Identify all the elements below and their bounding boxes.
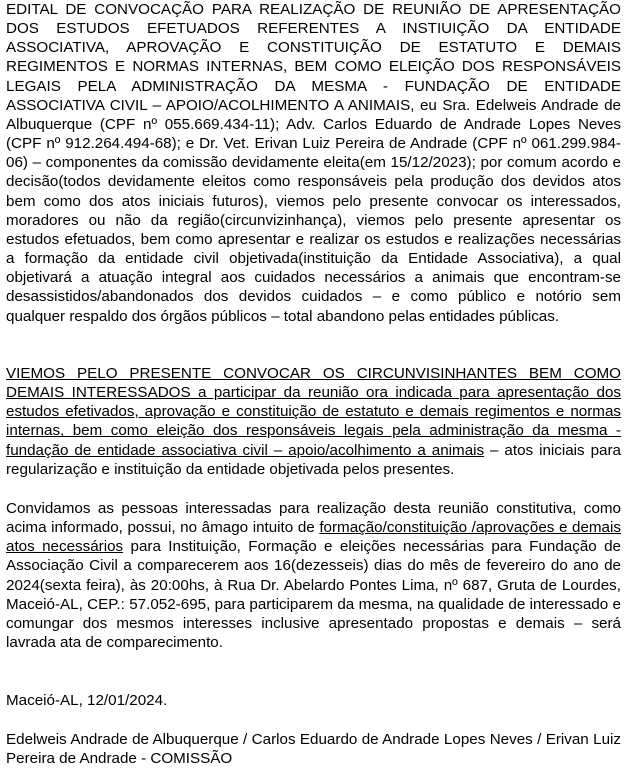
call-rest-text: – atos iniciais para regularização e instituição da entidade objetivada pelos presentes. bbox=[6, 441, 621, 478]
invitation-underlined-text: formação/constituição /aprovações e demais atos necessários bbox=[6, 519, 621, 556]
convocation-paragraph: EDITAL DE CONVOCAÇÃO PARA REALIZAÇÃO DE REUNIÃO DE APRESENTAÇÃO DOS ESTUDOS EFETUADOS REFERENTES A INSTIUIÇÃO DA ENTIDADE ASSOCIATIVA, APROVAÇÃO E CONSTITUIÇÃO DE ESTATUTO E DEMAIS REGIMENTOS E NORMAS INTERNAS, BEM COMO ELEIÇÃO DOS RESPONSÁVEIS LEGAIS PELA ADMINISTRAÇÃO DA MESMA - FUNDAÇÃO DE ENTIDADE ASSOCIATIVA CIVIL – APOIO/ACOLHIMENTO A ANIMAIS, eu Sra. Edelweis Andrade de Albuquerque (CPF nº 055.669.434-11); Adv. Carlos Eduardo de Andrade Lopes Neves (CPF nº 912.264.494-68); e Dr. Vet. Erivan Luiz Pereira de Andrade (CPF nº 061.299.984-06) – componentes da comissão devidamente eleita(em 15/12/2023); por comum acordo e decisão(todos devidamente eleitos como responsáveis pela produção dos devidos atos bem como dos atos iniciais futuros), viemos pelo presente convocar os interessados, moradores ou não da região(circunvizinhança), viemos pelo presente apresentar os estudos efetuados, bem como apresentar e realizar os estudos e realizações necessárias a formação da entidade civil objetivada(instituição da Entidade Associativa), a qual objetivará a atuação integral aos cuidados necessários a animais que encontram-se desassistidos/abandonados dos devidos cuidados – e como público e notório sem qualquer respaldo dos órgãos públicos – total abandono pelas entidades públicas. bbox=[6, 1, 621, 325]
call-paragraph bbox=[6, 364, 621, 479]
invitation-text-start: Convidamos as pessoas interessadas para realização desta reunião constitutiva, como acima informado, possui, no âmago intuito de bbox=[6, 500, 621, 537]
invitation-text-end: para Instituição, Formação e eleições necessárias para Fundação de Associação Civil a comparecerem aos 16(dezesseis) dias do mês de fevereiro do ano de 2024(sexta feira), às 20:00hs, à Rua Dr. Abelardo Pontes Lima, nº 687, Gruta de Lourdes, Maceió-AL, CEP.: 57.052-695, para participarem da mesma, na qualidade de interessado e comungar dos mesmos interesses inclusive apresentado propostas e demais – será lavrada ata de comparecimento. bbox=[6, 538, 622, 652]
call-underlined-text: VIEMOS PELO PRESENTE CONVOCAR OS CIRCUNVISINHANTES BEM COMO DEMAIS INTERESSADOS a participar da reunião ora indicada para apresentação dos estudos efetivados, aprovação e constituição de estatuto e demais regimentos e normas internas, bem como eleição dos responsáveis legais pela administração da mesma - fundação de entidade associativa civil – apoio/acolhimento a animais bbox=[6, 365, 621, 459]
signature-line: Edelweis Andrade de Albuquerque / Carlos Eduardo de Andrade Lopes Neves / Erivan Luiz Pereira de Andrade - COMISSÃO bbox=[6, 731, 621, 768]
invitation-paragraph bbox=[6, 499, 621, 652]
date-line: Maceió-AL, 12/01/2024. bbox=[6, 692, 168, 709]
